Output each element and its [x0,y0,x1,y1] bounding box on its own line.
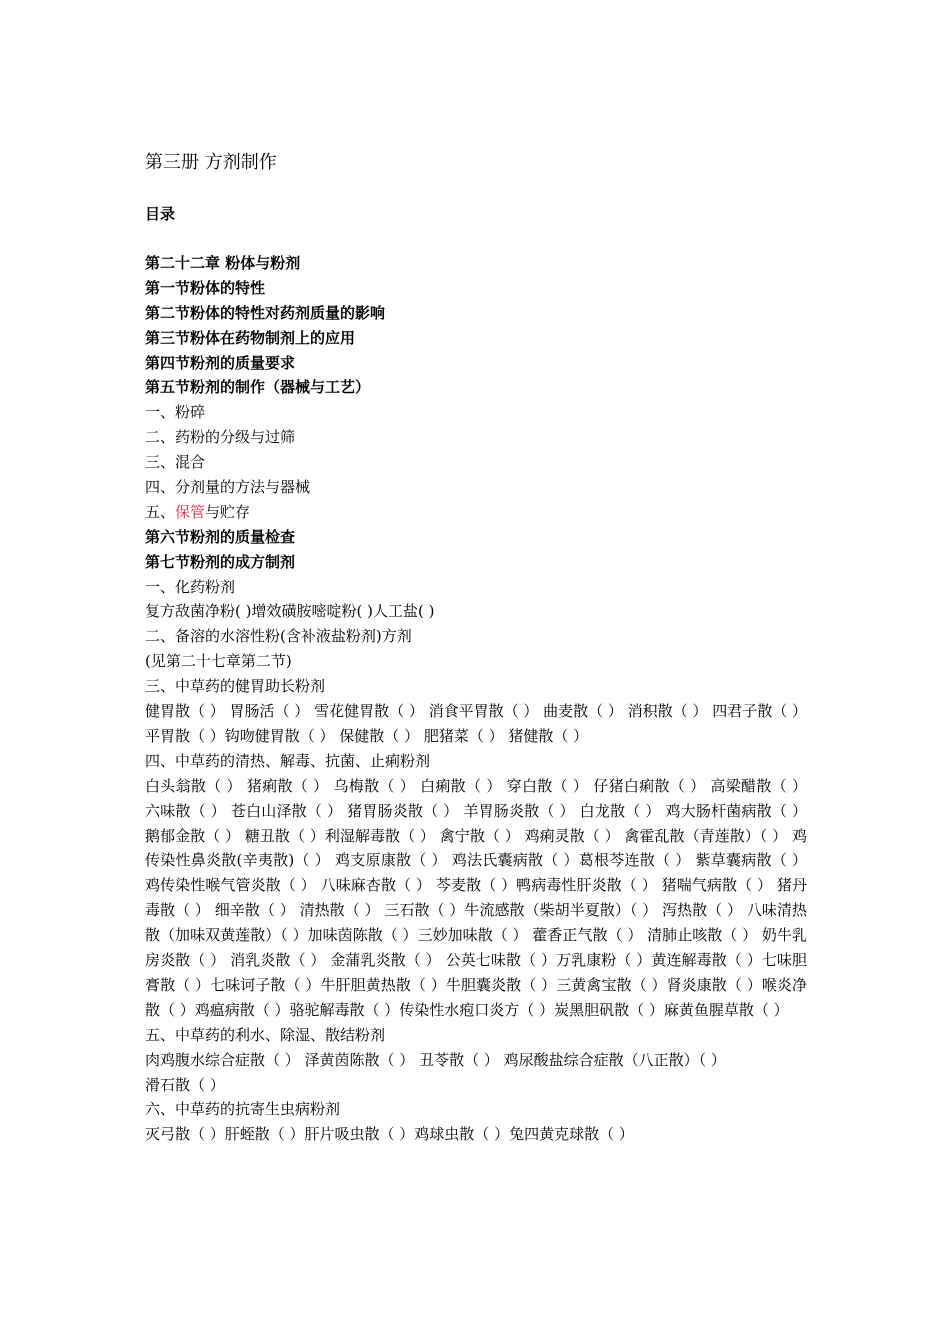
section-heading: 第四节粉剂的质量要求 [145,353,296,372]
section-heading: 第三节粉体在药物制剂上的应用 [145,328,356,347]
subsection: 二、备溶的水溶性粉(含补液盐粉剂)方剂 [145,627,412,646]
subsection: 二、药粉的分级与过筛 [145,428,296,447]
section-heading: 第七节粉剂的成方制剂 [145,552,296,571]
section-heading: 第二节粉体的特性对药剂质量的影响 [145,303,386,322]
formula-list: 滑石散（ ） [145,1075,225,1094]
subsection-prefix: 五、 [145,502,176,521]
subsection-suffix: 与贮存 [205,502,251,521]
subsection: 五、中草药的利水、除湿、散结粉剂 [145,1025,386,1044]
toc-label: 目录 [145,205,176,223]
section-heading: 第五节粉剂的制作（器械与工艺） [145,378,371,397]
formula-list: 复方敌菌净粉( )增效磺胺嘧啶粉( )人工盐( ) [145,602,435,621]
subsection: 三、中草药的健胃助长粉剂 [145,677,326,696]
toc-lines [145,251,807,1147]
highlighted-word: 保管 [175,502,206,521]
subsection: 一、化药粉剂 [145,577,236,596]
subsection [145,500,807,525]
section-heading: 第一节粉体的特性 [145,278,266,297]
formula-list: 灭弓散（ ）肝蛭散（ ）肝片吸虫散（ ）鸡球虫散（ ）兔四黄克球散（ ） [145,1125,634,1144]
subsection: 四、中草药的清热、解毒、抗菌、止痢粉剂 [145,751,431,770]
subsection-note: (见第二十七章第二节) [145,652,292,671]
subsection: 三、混合 [145,453,206,472]
subsection: 四、分剂量的方法与器械 [145,478,311,497]
formula-list: 白头翁散（ ） 猪痢散（ ） 乌梅散（ ） 白痢散（ ） 穿白散（ ） 仔猪白痢散（ ） 高梁醋散（ ） 六味散（ ） 苍白山泽散（ ） 猪胃肠炎散（ ） 羊胃肠炎散（ ） 白龙散（ ） 鸡大肠杆菌病散（ ） 鹅郁金散（ ） 糖丑散（ ）利湿解毒散（ ） 禽宁散（ ） 鸡痢灵散（ ） 禽霍乱散（青莲散）（ ） 鸡传染性鼻炎散(辛夷散)（ ） 鸡支原康散（ ） 鸡法氏囊病散（ ）葛根芩连散（ ） 紫草囊病散（ ）鸡传染性喉气管炎散（ ） 八味麻杏散（ ） 芩麦散（ ）鸭病毒性肝炎散（ ） 猪喘气病散（ ） 猪丹毒散（ ） 细辛散（ ） 清热散（ ） 三石散（ ）牛流感散（柴胡半夏散）（ ） 泻热散（ ） 八味清热散（加味双黄莲散）（ ）加味茵陈散（ ）三妙加味散（ ） 藿香正气散（ ） 清肺止咳散（ ） 奶牛乳房炎散（ ） 消乳炎散（ ） 金蒲乳炎散（ ） 公英七味散（ ）万乳康粉（ ）黄连解毒散（ ）七味胆膏散（ ）七味诃子散（ ）牛肝胆黄热散（ ）牛胆囊炎散（ ）三黄禽宝散（ ）肾炎康散（ ）喉炎净散（ ）鸡瘟病散（ ）骆驼解毒散（ ）传染性水疱口炎方（ ）炭黑胆矾散（ ）麻黄鱼腥草散（ ） [145,776,807,1019]
subsection: 六、中草药的抗寄生虫病粉剂 [145,1100,341,1119]
section-heading: 第六节粉剂的质量检查 [145,527,296,546]
subsection: 一、粉碎 [145,403,206,422]
page-title: 第三册 方剂制作 [145,152,277,173]
formula-list: 健胃散（ ） 胃肠活（ ） 雪花健胃散（ ） 消食平胃散（ ） 曲麦散（ ） 消积散（ ） 四君子散（ ） 平胃散（ ）钩吻健胃散（ ） 保健散（ ） 肥猪菜（ ） 猪健散（ ） [145,702,807,745]
formula-list: 肉鸡腹水综合症散（ ） 泽黄茵陈散（ ） 丑苓散（ ） 鸡尿酸盐综合症散（八正散）（ ） [145,1050,726,1069]
chapter-heading: 第二十二章 粉体与粉剂 [145,254,301,272]
